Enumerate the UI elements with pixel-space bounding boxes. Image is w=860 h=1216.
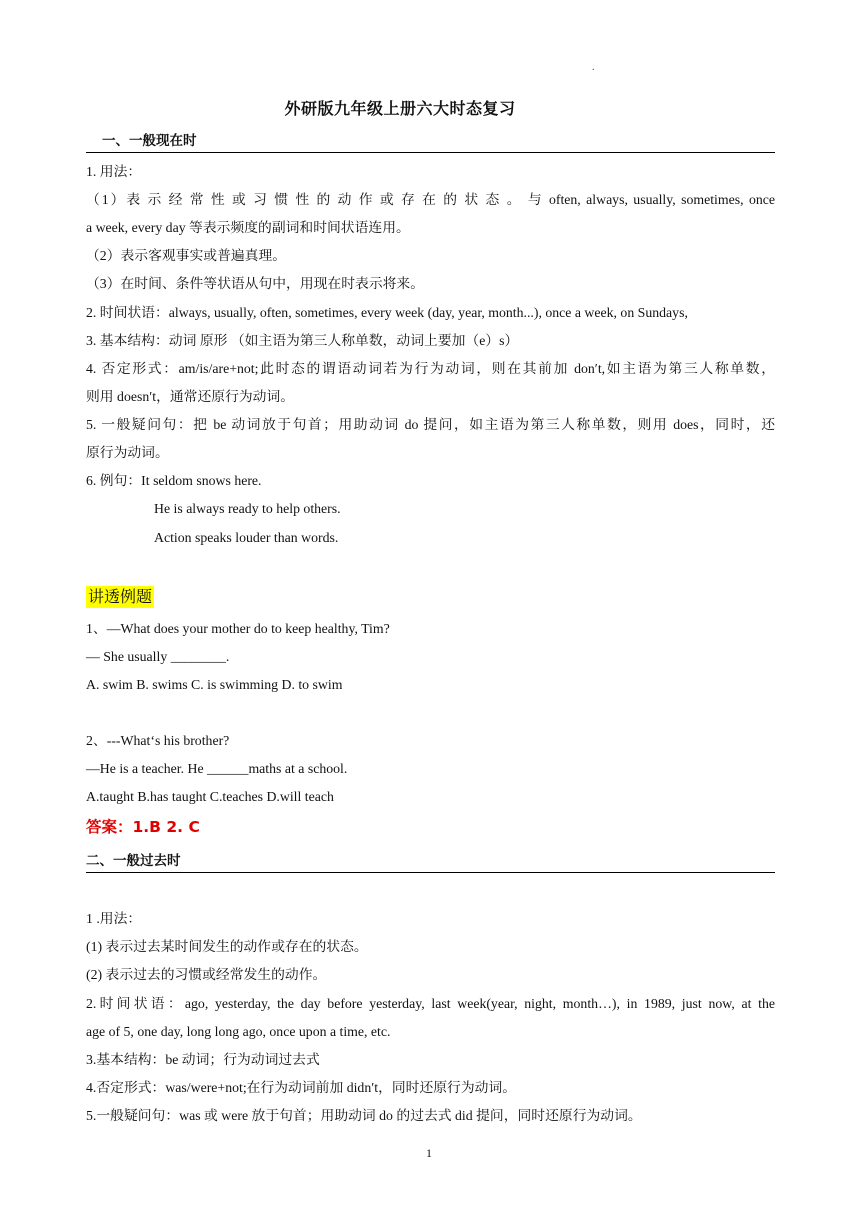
text-line: （2）表示客观事实或普遍真理。 [86, 248, 287, 263]
text-line: 则用 doesn′t，通常还原行为动词。 [86, 389, 295, 404]
exercise-options: A.taught B.has taught C.teaches D.will teach [86, 789, 334, 804]
text-line: 原行为动词。 [86, 445, 169, 460]
text-line: 5. 一般疑问句：把 be 动词放于句首；用助动词 do 提问，如主语为第三人称单数，则用 does，同时，还 [86, 417, 775, 432]
header-dot: . [592, 62, 595, 73]
page-number: 1 [426, 1146, 432, 1160]
text-line: 2.时间状语：ago, yesterday, the day before yesterday, last week(year, night, month…), in 1989, just now, at the [86, 996, 775, 1011]
text-line: 1 .用法： [86, 911, 142, 926]
exercise-line: 1、—What does your mother do to keep healthy, Tim? [86, 621, 390, 636]
example-sentence: Action speaks louder than words. [154, 530, 339, 545]
text-line: a week, every day 等表示频度的副词和时间状语连用。 [86, 220, 410, 235]
text-line: 6. 例句：It seldom snows here. [86, 473, 262, 488]
text-line: 3.基本结构：be 动词；行为动词过去式 [86, 1052, 320, 1067]
document-title: 外研版九年级上册六大时态复习 [284, 99, 516, 118]
exercise-line: — She usually ________. [86, 649, 230, 664]
text-line: (2) 表示过去的习惯或经常发生的动作。 [86, 967, 327, 982]
text-line: 2. 时间状语：always, usually, often, sometimes, every week (day, year, month...), once a week, on Sundays, [86, 305, 688, 320]
exercise-options: A. swim B. swims C. is swimming D. to swim [86, 677, 343, 692]
answer-key: 答案：1.B 2. C [86, 818, 200, 836]
exercise-line: —He is a teacher. He ______maths at a school. [86, 761, 348, 776]
text-line: (1) 表示过去某时间发生的动作或存在的状态。 [86, 939, 368, 954]
text-line: （1）表 示 经 常 性 或 习 惯 性 的 动 作 或 存 在 的 状 态 。 与 often, always, usually, sometimes, once [86, 192, 775, 207]
text-line: 1. 用法： [86, 164, 142, 179]
section-heading-simple-present: 一、一般现在时 [86, 132, 775, 153]
highlight-label: 讲透例题 [88, 587, 153, 606]
text-line: 3. 基本结构：动词 原形 （如主语为第三人称单数，动词上要加（e）s） [86, 333, 519, 348]
text-line: 5.一般疑问句：was 或 were 放于句首；用助动词 do 的过去式 did 提问，同时还原行为动词。 [86, 1108, 642, 1123]
example-sentence: He is always ready to help others. [154, 501, 341, 516]
text-line: age of 5, one day, long long ago, once upon a time, etc. [86, 1024, 391, 1039]
section-heading-simple-past: 二、一般过去时 [86, 852, 775, 873]
exercise-line: 2、---What‘s his brother? [86, 733, 230, 748]
text-line: （3）在时间、条件等状语从句中，用现在时表示将来。 [86, 276, 425, 291]
text-line: 4.否定形式：was/were+not;在行为动词前加 didn′t，同时还原行为动词。 [86, 1080, 517, 1095]
text-line: 4. 否定形式：am/is/are+not;此时态的谓语动词若为行为动词，则在其前加 don′t,如主语为第三人称单数， [86, 361, 775, 376]
